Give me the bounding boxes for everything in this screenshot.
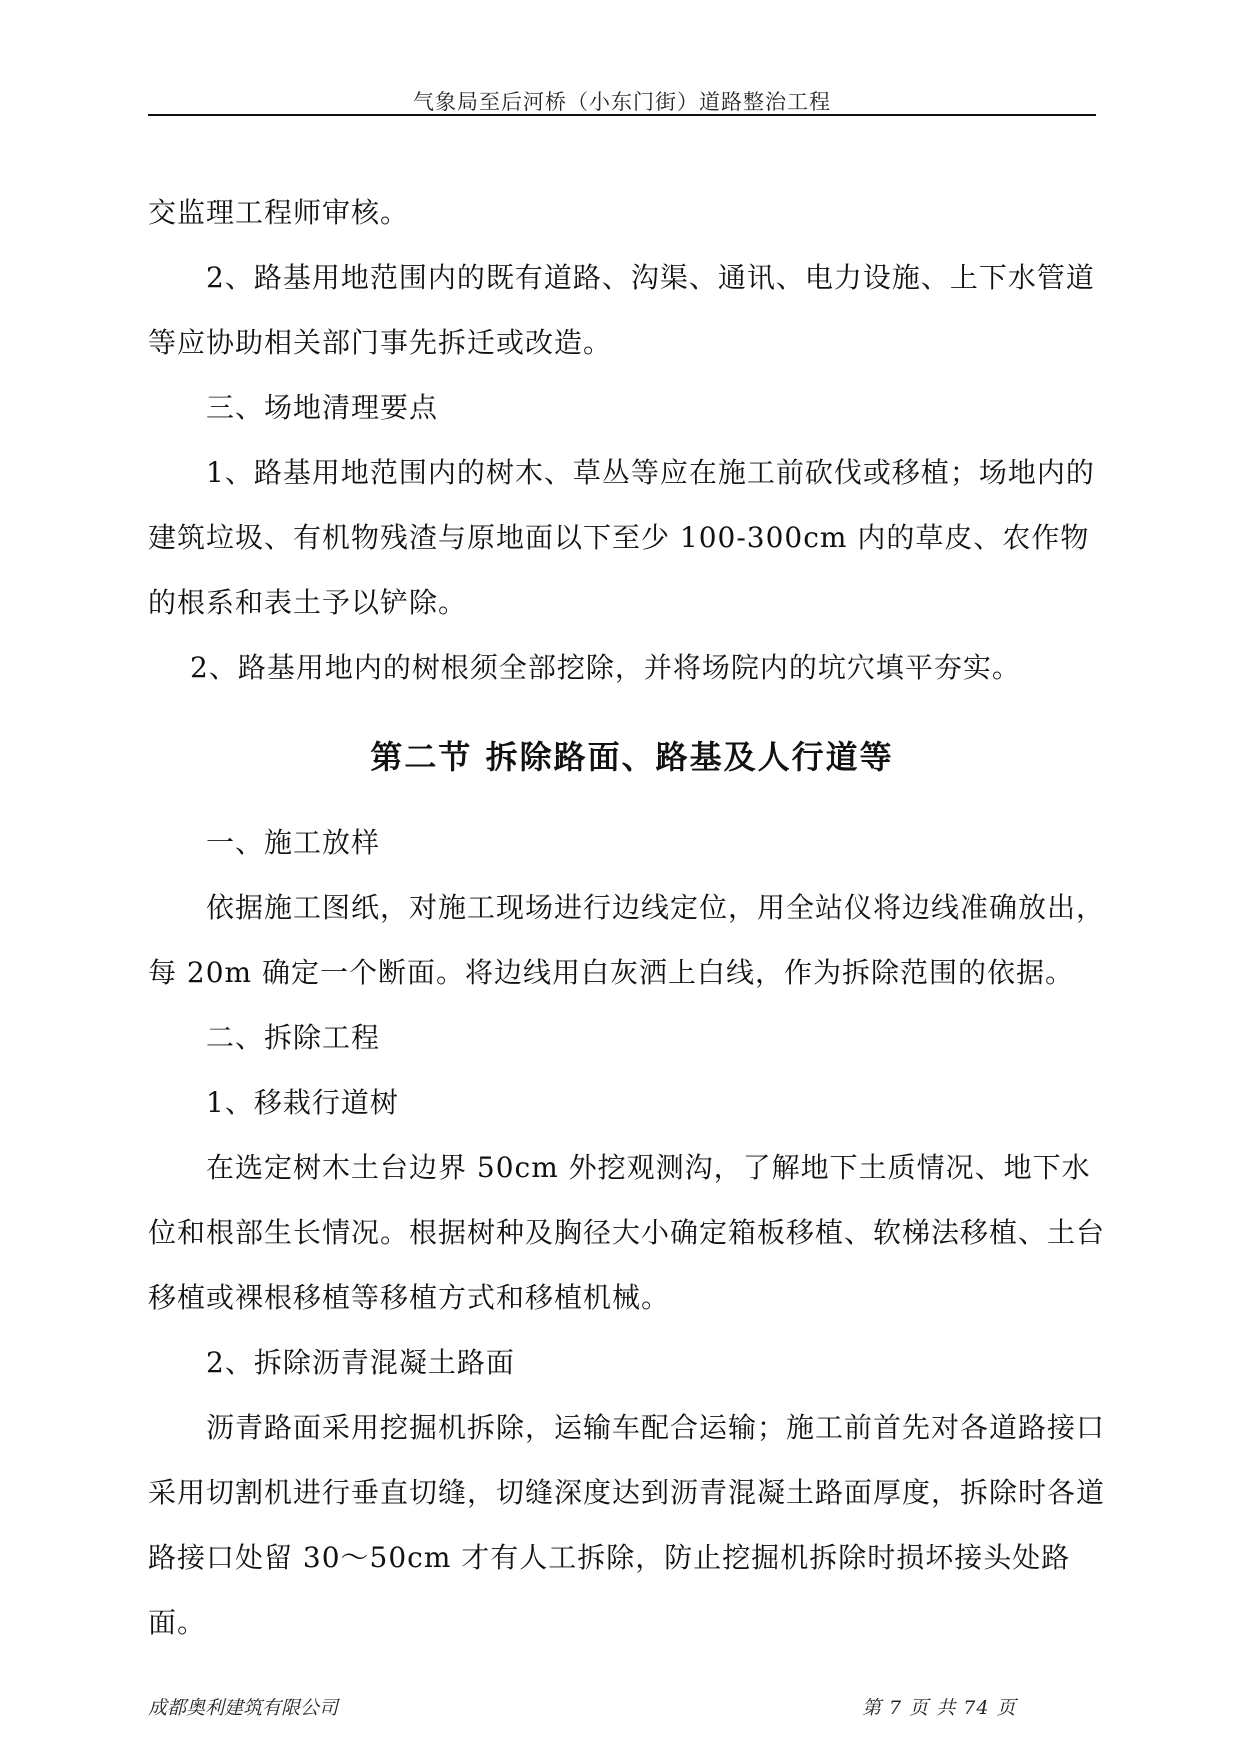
paragraph-item-2: 2、路基用地范围内的既有道路、沟渠、通讯、电力设施、上下水管道等应协助相关部门事先拆迁或改造。: [148, 261, 1095, 359]
subheading-layout: 一、施工放样: [206, 826, 381, 859]
subheading-asphalt-removal: 2、拆除沥青混凝土路面: [206, 1346, 515, 1379]
subheading-tree-transplant: 1、移栽行道树: [206, 1086, 399, 1119]
paragraph-continuation: 交监理工程师审核。: [148, 196, 410, 229]
footer-page-number: 第 7 页 共 74 页: [862, 1697, 1017, 1719]
page-header-title: 气象局至后河桥（小东门街）道路整治工程: [413, 90, 831, 114]
paragraph-clearing-item-1: 1、路基用地范围内的树木、草丛等应在施工前砍伐或移植；场地内的建筑垃圾、有机物残渣与原地面以下至少 100-300cm 内的草皮、农作物的根系和表土予以铲除。: [148, 456, 1095, 619]
document-body: [148, 180, 1116, 1655]
header-divider: [148, 114, 1096, 116]
section-title: 第二节 拆除路面、路基及人行道等: [370, 738, 894, 776]
subheading-demolition: 二、拆除工程: [206, 1021, 381, 1054]
subheading-site-clearing: 三、场地清理要点: [206, 391, 439, 424]
paragraph-layout: 依据施工图纸，对施工现场进行边线定位，用全站仪将边线准确放出，每 20m 确定一个断面。将边线用白灰洒上白线，作为拆除范围的依据。: [148, 891, 1106, 989]
paragraph-asphalt-removal: 沥青路面采用挖掘机拆除，运输车配合运输；施工前首先对各道路接口采用切割机进行垂直切缝，切缝深度达到沥青混凝土路面厚度，拆除时各道路接口处留 30～50cm 才有人工拆除，防止挖掘机拆除时损坏接头处路面。: [148, 1411, 1106, 1639]
paragraph-tree-transplant: 在选定树木土台边界 50cm 外挖观测沟，了解地下土质情况、地下水位和根部生长情况。根据树种及胸径大小确定箱板移植、软梯法移植、土台移植或裸根移植等移植方式和移植机械。: [148, 1151, 1106, 1314]
paragraph-clearing-item-2: 2、路基用地内的树根须全部挖除，并将场院内的坑穴填平夯实。: [190, 651, 1021, 684]
footer-company: 成都奥利建筑有限公司: [148, 1697, 339, 1719]
